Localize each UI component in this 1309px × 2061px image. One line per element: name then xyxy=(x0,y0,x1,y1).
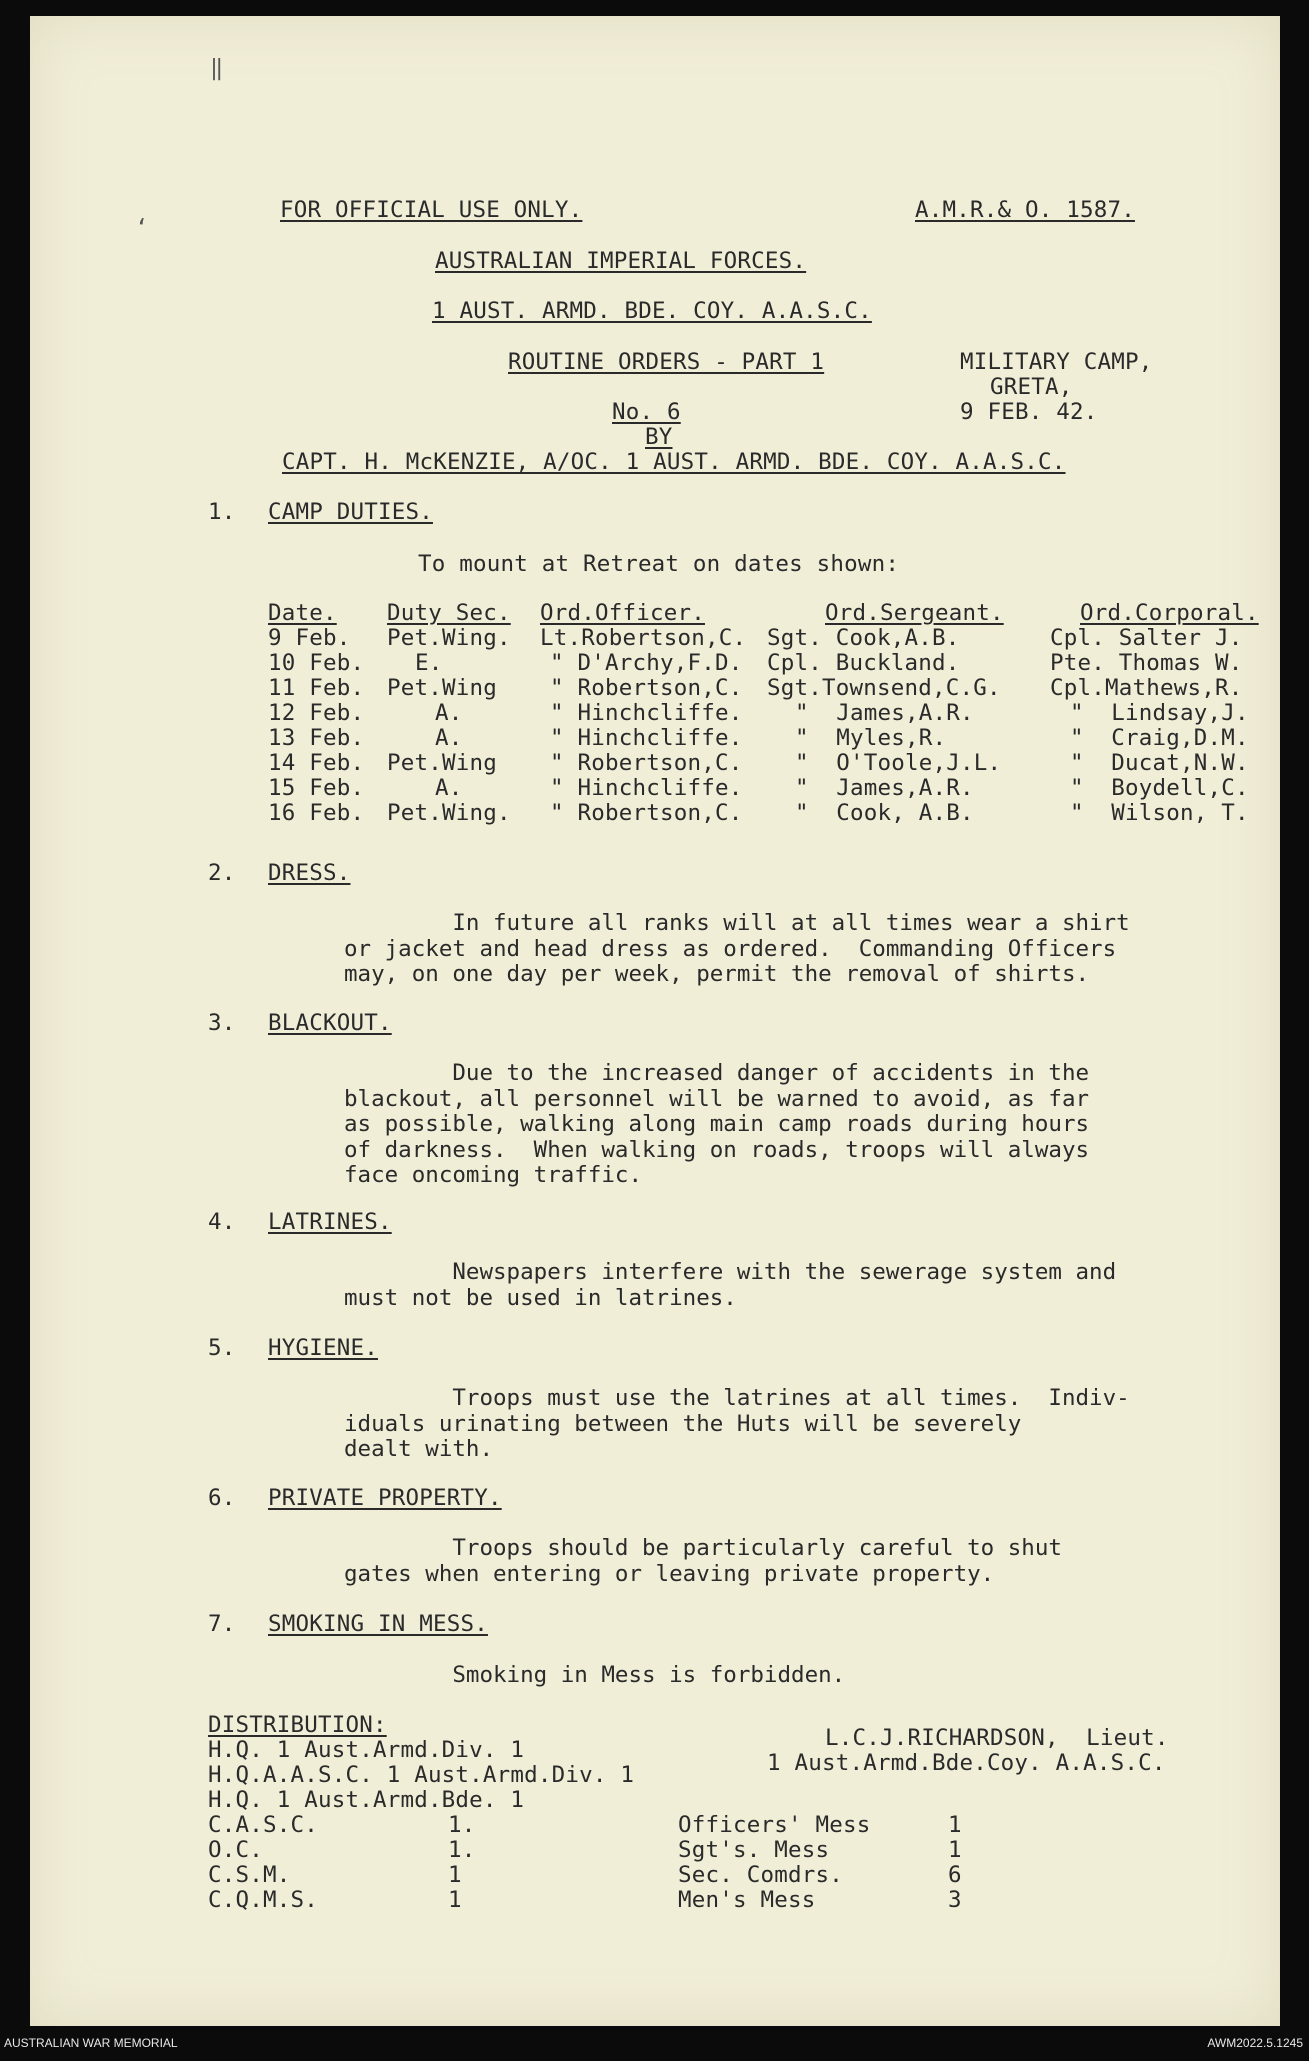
table-cell: " Myles,R. xyxy=(795,725,947,751)
table-cell: " Lindsay,J. xyxy=(1070,700,1249,726)
distribution-line: H.Q. 1 Aust.Armd.Bde. 1 xyxy=(208,1787,525,1813)
paper-mark: ‘ xyxy=(135,216,149,241)
table-header: Ord.Officer. xyxy=(540,600,705,626)
distribution-title: DISTRIBUTION: xyxy=(208,1712,387,1738)
table-cell: 16 Feb. xyxy=(268,800,365,826)
distribution-count: 1 xyxy=(948,1837,962,1863)
document-page xyxy=(30,16,1280,2026)
distribution-recipient: Sgt's. Mess xyxy=(678,1837,830,1863)
table-cell: " Ducat,N.W. xyxy=(1070,750,1249,776)
section-body: Newspapers interfere with the sewerage system and must not be used in latrines. xyxy=(344,1259,1117,1311)
table-cell: Sgt. Cook,A.B. xyxy=(767,625,960,651)
section-title: CAMP DUTIES. xyxy=(268,499,433,525)
table-cell: " Robertson,C. xyxy=(550,675,743,701)
table-cell: " James,A.R. xyxy=(795,700,974,726)
table-cell: " Robertson,C. xyxy=(550,750,743,776)
orders-number: No. 6 xyxy=(612,399,681,425)
distribution-recipient: Sec. Comdrs. xyxy=(678,1862,843,1888)
distribution-count: 1 xyxy=(948,1812,962,1838)
section-number: 5. xyxy=(208,1335,236,1361)
section-title: HYGIENE. xyxy=(268,1335,378,1361)
force-title: AUSTRALIAN IMPERIAL FORCES. xyxy=(435,248,807,274)
table-cell: " Boydell,C. xyxy=(1070,775,1249,801)
table-cell: E. xyxy=(415,650,443,676)
table-cell: 10 Feb. xyxy=(268,650,365,676)
table-cell: Sgt.Townsend,C.G. xyxy=(767,675,1001,701)
section-title: BLACKOUT. xyxy=(268,1010,392,1036)
section-number: 7. xyxy=(208,1611,236,1637)
section-body: Troops must use the latrines at all times. Indiv- iduals urinating between the Huts will be severely dealt with. xyxy=(344,1385,1130,1462)
table-cell: A. xyxy=(435,700,463,726)
distribution-count: 6 xyxy=(948,1862,962,1888)
table-cell: 14 Feb. xyxy=(268,750,365,776)
table-header: Ord.Corporal. xyxy=(1080,600,1259,626)
table-cell: A. xyxy=(435,775,463,801)
distribution-count: 1 xyxy=(448,1862,462,1888)
table-cell: Pte. Thomas W. xyxy=(1050,650,1243,676)
table-cell: Cpl.Mathews,R. xyxy=(1050,675,1243,701)
reference-number: A.M.R.& O. 1587. xyxy=(915,197,1135,223)
section-body: Due to the increased danger of accidents in the blackout, all personnel will be warned to avoid, as far as possible, walking along main camp roads during hours of darkness. When walking on roads, troops will always face oncoming traffic. xyxy=(344,1060,1090,1188)
distribution-recipient: C.S.M. xyxy=(208,1862,291,1888)
footer-credit: AUSTRALIAN WAR MEMORIAL xyxy=(4,2036,178,2050)
table-cell: " D'Archy,F.D. xyxy=(550,650,743,676)
table-cell: " Hinchcliffe. xyxy=(550,725,743,751)
section-number: 4. xyxy=(208,1209,236,1235)
commander-line: CAPT. H. McKENZIE, A/OC. 1 AUST. ARMD. BDE. COY. A.A.S.C. xyxy=(282,449,1066,475)
order-date: 9 FEB. 42. xyxy=(960,399,1098,425)
table-cell: Cpl. Salter J. xyxy=(1050,625,1243,651)
distribution-line: H.Q.A.A.S.C. 1 Aust.Armd.Div. 1 xyxy=(208,1762,635,1788)
table-cell: " Robertson,C. xyxy=(550,800,743,826)
section-body: In future all ranks will at all times wear a shirt or jacket and head dress as ordered. Commanding Officers may, on one day per week, permit the removal of shirts. xyxy=(344,910,1130,987)
footer-reference: AWM2022.5.1245 xyxy=(1207,2036,1303,2050)
paper-mark: ‖ xyxy=(210,56,224,81)
unit-title: 1 AUST. ARMD. BDE. COY. A.A.S.C. xyxy=(432,298,872,324)
table-cell: " James,A.R. xyxy=(795,775,974,801)
section-title: PRIVATE PROPERTY. xyxy=(268,1485,502,1511)
table-cell: Pet.Wing. xyxy=(387,800,511,826)
distribution-recipient: Men's Mess xyxy=(678,1887,816,1913)
table-cell: 9 Feb. xyxy=(268,625,351,651)
official-use-heading: FOR OFFICIAL USE ONLY. xyxy=(280,197,583,223)
distribution-count: 1 xyxy=(448,1887,462,1913)
distribution-count: 3 xyxy=(948,1887,962,1913)
distribution-recipient: C.A.S.C. xyxy=(208,1812,318,1838)
table-cell: A. xyxy=(435,725,463,751)
distribution-recipient: Officers' Mess xyxy=(678,1812,871,1838)
table-cell: " Cook, A.B. xyxy=(795,800,974,826)
distribution-count: 1. xyxy=(448,1837,476,1863)
section-title: DRESS. xyxy=(268,860,351,886)
orders-title: ROUTINE ORDERS - PART 1 xyxy=(508,349,825,375)
table-cell: " Hinchcliffe. xyxy=(550,775,743,801)
section-title: SMOKING IN MESS. xyxy=(268,1611,488,1637)
table-cell: 11 Feb. xyxy=(268,675,365,701)
section-number: 2. xyxy=(208,860,236,886)
table-cell: " O'Toole,J.L. xyxy=(795,750,1002,776)
section-number: 6. xyxy=(208,1485,236,1511)
table-cell: Lt.Robertson,C. xyxy=(540,625,747,651)
section-body: Smoking in Mess is forbidden. xyxy=(344,1662,846,1688)
section-number: 1. xyxy=(208,499,236,525)
distribution-count: 1. xyxy=(448,1812,476,1838)
location-greta: GRETA, xyxy=(990,374,1073,400)
section-body: To mount at Retreat on dates shown: xyxy=(418,551,900,577)
section-body: Troops should be particularly careful to shut gates when entering or leaving private property. xyxy=(344,1535,1062,1587)
distribution-line: H.Q. 1 Aust.Armd.Div. 1 xyxy=(208,1737,525,1763)
table-header: Date. xyxy=(268,600,337,626)
by-label: BY xyxy=(645,424,673,450)
table-cell: Cpl. Buckland. xyxy=(767,650,960,676)
table-cell: 15 Feb. xyxy=(268,775,365,801)
signature-name: L.C.J.RICHARDSON, Lieut. xyxy=(825,1725,1169,1751)
table-cell: Pet.Wing. xyxy=(387,625,511,651)
table-header: Duty Sec. xyxy=(387,600,511,626)
section-number: 3. xyxy=(208,1010,236,1036)
table-cell: Pet.Wing xyxy=(387,675,497,701)
table-cell: 13 Feb. xyxy=(268,725,365,751)
table-cell: 12 Feb. xyxy=(268,700,365,726)
location-camp: MILITARY CAMP, xyxy=(960,349,1153,375)
signature-unit: 1 Aust.Armd.Bde.Coy. A.A.S.C. xyxy=(767,1750,1166,1776)
distribution-recipient: C.Q.M.S. xyxy=(208,1887,318,1913)
distribution-recipient: O.C. xyxy=(208,1837,263,1863)
table-cell: " Craig,D.M. xyxy=(1070,725,1249,751)
table-cell: " Hinchcliffe. xyxy=(550,700,743,726)
table-header: Ord.Sergeant. xyxy=(825,600,1004,626)
table-cell: Pet.Wing xyxy=(387,750,497,776)
table-cell: " Wilson, T. xyxy=(1070,800,1249,826)
section-title: LATRINES. xyxy=(268,1209,392,1235)
